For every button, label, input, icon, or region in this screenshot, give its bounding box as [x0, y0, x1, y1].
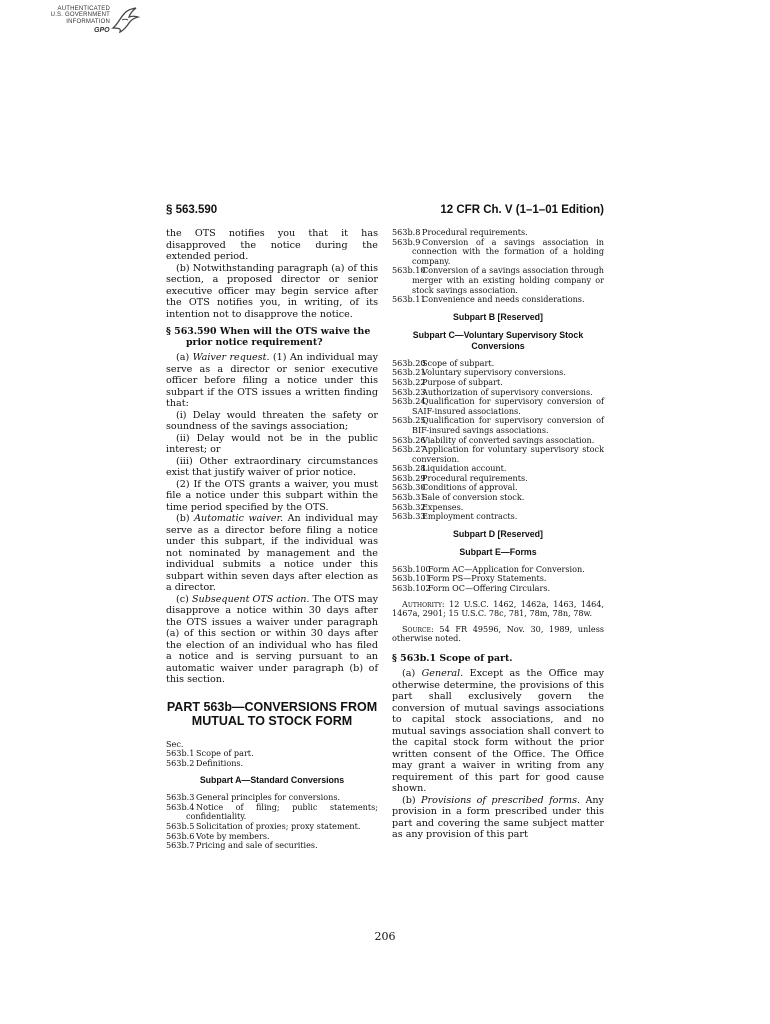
part-heading: PART 563b—CONVERSIONS FROM MUTUAL TO STOCK FORM [166, 699, 378, 728]
gpo-authentication-logo [14, 6, 144, 46]
paragraph-b [392, 795, 604, 841]
toc-list [166, 749, 378, 768]
toc-number: 563b.32 [392, 501, 426, 512]
toc-item [392, 416, 604, 435]
toc-item [166, 803, 378, 822]
toc-list [392, 228, 604, 305]
right-column [392, 228, 604, 841]
subpart-heading: Subpart B [Reserved] [453, 311, 543, 322]
toc-text: Scope of subpart. [422, 357, 495, 368]
toc-number: 563b.2 [166, 757, 195, 768]
logo-gpo: GPO [94, 27, 110, 34]
para-label: (c) [176, 593, 189, 605]
toc-text: Qualification for supervisory conversion of BIF-insured savings associations. [412, 415, 604, 435]
toc-text: Definitions. [196, 757, 244, 768]
para-italic-heading: Waiver request. [192, 352, 270, 363]
toc-text: Procedural requirements. [422, 227, 528, 237]
toc-text: Qualification for supervisory conversion of SAIF-insured associations. [412, 396, 604, 416]
toc-number: 563b.1 [166, 748, 195, 759]
para-text: The OTS may disapprove a notice within 30 days after the OTS issues a waiver under paragraph (a) of this section or within 30 days after the election of an individual who has filed a notice and is serving pursuant to an automatic waiver under paragraph (b) of this section. [166, 593, 378, 685]
toc-item [166, 759, 378, 769]
toc-text: Form PS—Proxy Statements. [428, 573, 547, 584]
toc-text: Solicitation of proxies; proxy statement. [196, 821, 361, 832]
paragraph-a [392, 668, 604, 795]
toc-number: 563b.27 [392, 444, 426, 455]
authority-text: 12 U.S.C. 1462, 1462a, 1463, 1464, 1467a, 2901; 15 U.S.C. 78c, 781, 78m, 78n, 78w. [392, 598, 604, 619]
toc-number: 563b.23 [392, 386, 426, 397]
logo-line-2: U.S. GOVERNMENT [50, 12, 110, 19]
toc-number: 563b.8 [392, 227, 421, 237]
page-number: 206 [374, 930, 396, 943]
toc-text: Conversion of a savings association through merger with an existing holding company or stock savings association. [412, 265, 604, 295]
toc-number: 563b.6 [166, 830, 195, 841]
toc-item [392, 512, 604, 522]
toc-text: General principles for conversions. [196, 792, 341, 803]
toc-text: Expenses. [422, 501, 464, 512]
toc-number: 563b.25 [392, 415, 426, 426]
toc-text: Employment contracts. [422, 511, 518, 522]
paragraph-a [166, 352, 378, 410]
toc-text: Viability of converted savings association. [422, 434, 595, 445]
toc-number: 563b.100 [392, 563, 431, 574]
logo-line-1: AUTHENTICATED [57, 6, 110, 12]
toc-text: Sale of conversion stock. [422, 492, 525, 503]
toc-number: 563b.11 [392, 294, 426, 305]
authority-note [392, 600, 604, 619]
subpart-heading: Subpart D [Reserved] [453, 528, 543, 539]
toc-text: Application for voluntary supervisory stock conversion. [412, 444, 604, 464]
toc-number: 563b.30 [392, 482, 426, 493]
header-title: 12 CFR Ch. V (1–1–01 Edition) [440, 204, 604, 216]
toc-number: 563b.21 [392, 367, 426, 378]
para-label: (a) [176, 352, 190, 363]
subpart-heading: Subpart C—Voluntary Supervisory Stock Conversions [412, 329, 584, 351]
toc-item [166, 841, 378, 851]
toc-text: Conditions of approval. [422, 482, 518, 493]
paragraph: the OTS notifies you that it has disapproved the notice during the extended period. [166, 228, 378, 262]
toc-item [392, 266, 604, 295]
toc-number: 563b.7 [166, 840, 195, 851]
toc-text: Procedural requirements. [422, 472, 528, 483]
toc-item [392, 445, 604, 464]
para-label: (a) [402, 668, 416, 679]
section-heading: § 563.590 When will the OTS waive the prior notice requirement? [166, 326, 371, 348]
toc-list [166, 793, 378, 851]
toc-text: Notice of filing; public statements; confidentiality. [186, 801, 378, 822]
para-italic-heading: General. [421, 668, 464, 679]
para-italic-heading: Automatic waiver. [194, 513, 284, 524]
para-text: Except as the Office may otherwise determine, the provisions of this part shall exclusively govern the conversion of mutual savings associations to capital stock associations, and no mutual savings association shall convert to the capital stock form without the prior written consent of the Office. The Office may grant a waiver in writing from any requirement of this part for good cause shown. [392, 668, 604, 794]
left-column [166, 228, 378, 851]
paragraph: (i) Delay would threaten the safety or soundness of the savings association; [166, 409, 378, 432]
source-note [392, 625, 604, 644]
toc-item [392, 295, 604, 305]
toc-text: Convenience and needs considerations. [422, 294, 585, 305]
para-text: Any provision in a form prescribed under this part and covering the same subject matter as any provision of this part [392, 794, 604, 840]
toc-number: 563b.101 [392, 573, 431, 584]
toc-number: 563b.5 [166, 821, 195, 832]
page-header [166, 204, 604, 220]
toc-text: Conversion of a savings association in connection with the formation of a holding company. [412, 236, 604, 266]
toc-number: 563b.26 [392, 434, 426, 445]
paragraph-b [166, 513, 378, 594]
logo-line-3: INFORMATION [66, 18, 110, 25]
toc-text: Purpose of subpart. [422, 376, 503, 387]
para-italic-heading: Provisions of prescribed forms. [421, 794, 581, 806]
para-italic-heading: Subsequent OTS action. [191, 593, 310, 605]
toc-list [392, 565, 604, 594]
toc-number: 563b.9 [392, 236, 421, 247]
toc-number: 563b.22 [392, 376, 426, 387]
paragraph: (iii) Other extraordinary circumstances exist that justify waiver of prior notice. [166, 455, 378, 478]
toc-text: Liquidation account. [422, 463, 507, 474]
toc-number: 563b.24 [392, 396, 426, 407]
toc-number: 563b.102 [392, 583, 431, 594]
toc-text: Pricing and sale of securities. [196, 840, 318, 851]
toc-number: 563b.3 [166, 792, 195, 803]
toc-number: 563b.4 [166, 801, 195, 812]
toc-number: 563b.29 [392, 472, 426, 483]
para-label: (b) [176, 513, 190, 524]
authority-label: Authority: [402, 598, 445, 609]
toc-number: 563b.20 [392, 357, 426, 368]
subpart-heading: Subpart E—Forms [459, 546, 537, 557]
toc-list [392, 359, 604, 522]
toc-number: 563b.28 [392, 463, 426, 474]
paragraph: (2) If the OTS grants a waiver, you must file a notice under this subpart within the time period specified by the OTS. [166, 478, 378, 513]
header-section-number: § 563.590 [166, 204, 218, 216]
toc-number: 563b.33 [392, 511, 426, 522]
toc-number: 563b.10 [392, 265, 426, 276]
para-text: (1) An individual may serve as a director or senior executive officer before filing a notice under this subpart if the OTS issues a written finding that: [166, 352, 378, 409]
eagle-icon [110, 6, 140, 36]
toc-item [392, 397, 604, 416]
source-label: Source: [402, 623, 434, 634]
toc-text: Vote by members. [196, 830, 270, 841]
toc-text: Voluntary supervisory conversions. [422, 367, 566, 378]
toc-text: Authorization of supervisory conversions. [422, 386, 593, 397]
toc-item [392, 584, 604, 594]
paragraph-c [166, 594, 378, 686]
subpart-heading: Subpart A—Standard Conversions [199, 775, 345, 786]
paragraph: (ii) Delay would not be in the public interest; or [166, 432, 378, 455]
section-heading: § 563b.1 Scope of part. [392, 653, 513, 664]
toc-item [392, 238, 604, 267]
para-text: An individual may serve as a director before filing a notice under this subpart, if the individual was not nominated by management and the individual submits a notice under this subpart within seven days after election as a director. [166, 513, 378, 593]
sec-label: Sec. [166, 738, 184, 749]
source-text: 54 FR 49596, Nov. 30, 1989, unless otherwise noted. [392, 623, 605, 644]
paragraph: (b) Notwithstanding paragraph (a) of this section, a proposed director or senior executive officer may begin service after the OTS notifies you, in writing, of its intention not to disapprove the notice. [166, 262, 378, 320]
toc-text: Form AC—Application for Conversion. [428, 563, 585, 574]
toc-number: 563b.31 [392, 492, 426, 503]
logo-text [14, 6, 110, 25]
para-label: (b) [402, 794, 416, 806]
toc-text: Form OC—Offering Circulars. [428, 583, 551, 594]
toc-text: Scope of part. [196, 748, 254, 759]
